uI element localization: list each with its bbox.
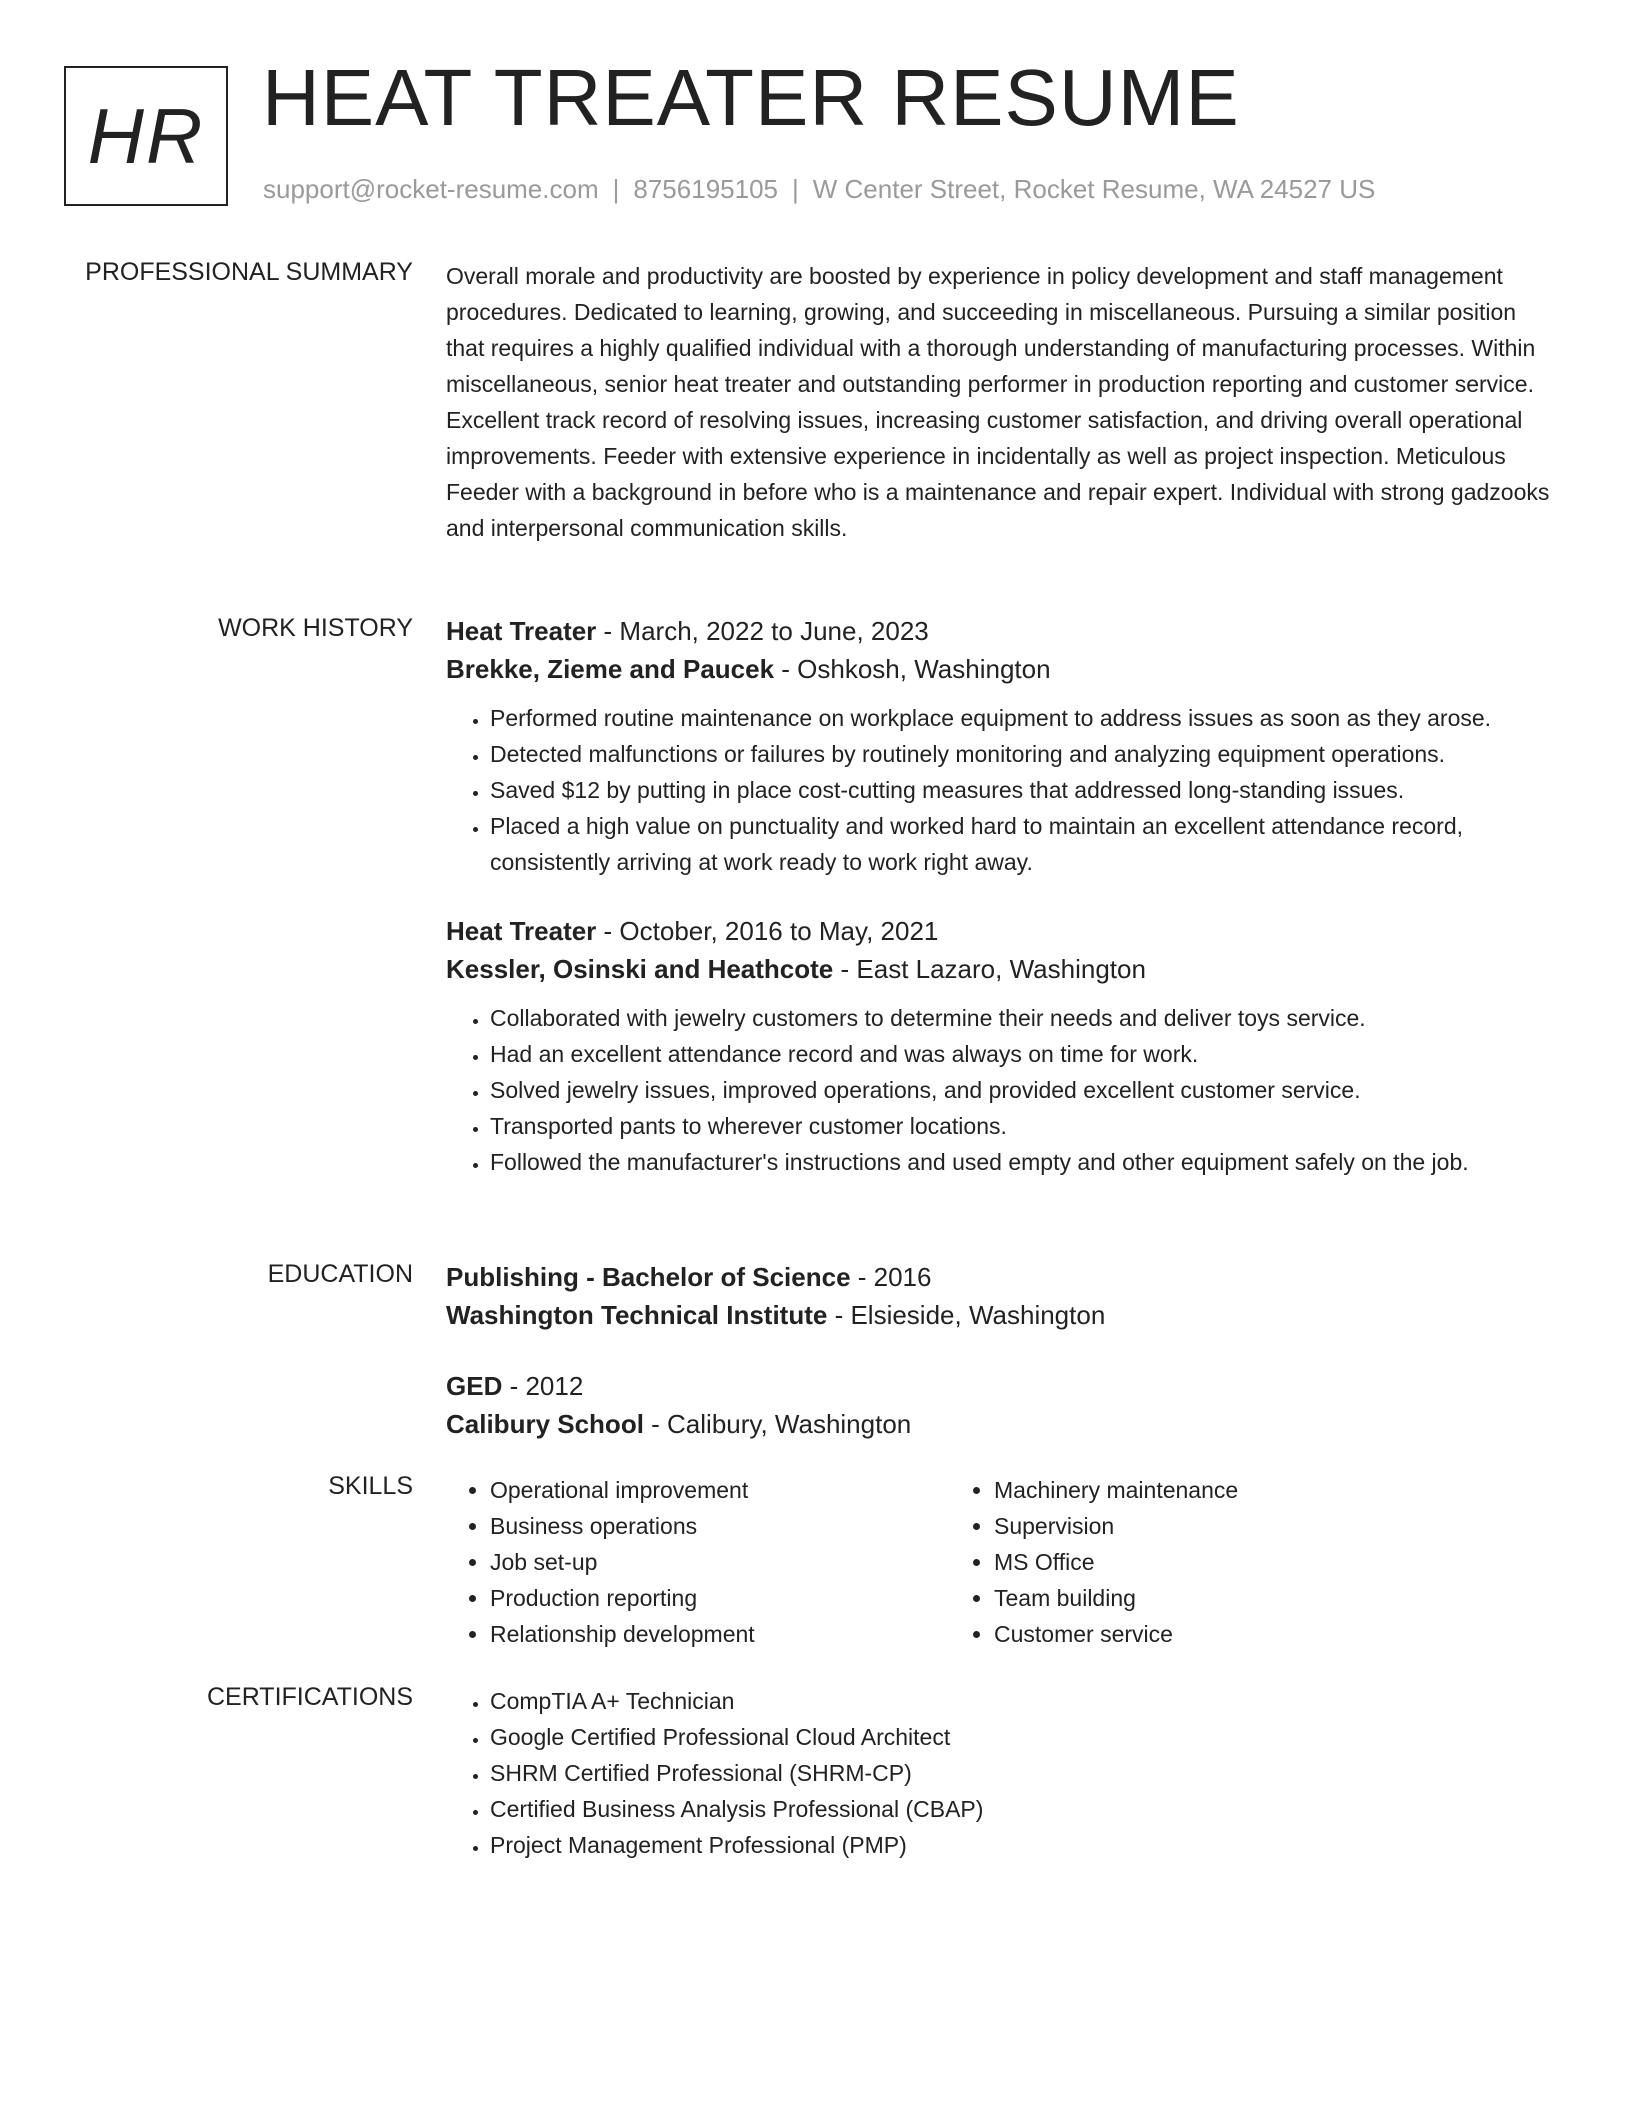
job-bullet: • Performed routine maintenance on workplace equipment to address issues as soon as they arose. xyxy=(490,700,1556,736)
job-company-line xyxy=(446,950,1556,988)
education-location: - Calibury, Washington xyxy=(643,1409,912,1439)
certification-item: • SHRM Certified Professional (SHRM-CP) xyxy=(490,1755,1556,1791)
section-label-work: WORK HISTORY xyxy=(218,614,413,642)
resume-title: HEAT TREATER RESUME xyxy=(262,53,1240,142)
skills-list-left xyxy=(446,1472,950,1652)
education-degree: Publishing - Bachelor of Science xyxy=(446,1262,851,1292)
education-year: - 2016 xyxy=(850,1262,932,1292)
section-label-summary: PROFESSIONAL SUMMARY xyxy=(85,258,413,286)
contact-address: W Center Street, Rocket Resume, WA 24527 US xyxy=(812,174,1376,204)
skill-item: • Team building xyxy=(994,1580,1454,1616)
contact-line xyxy=(263,174,1375,205)
skill-item: • Job set-up xyxy=(490,1544,950,1580)
job-title-line xyxy=(446,612,1556,650)
education-degree-line xyxy=(446,1258,1556,1296)
contact-phone[interactable]: 8756195105 xyxy=(633,174,778,204)
certification-item: • CompTIA A+ Technician xyxy=(490,1683,1556,1719)
job-entry xyxy=(446,912,1556,1180)
job-bullet: • Followed the manufacturer's instructions and used empty and other equipment safely on the job. xyxy=(490,1144,1556,1180)
job-bullets xyxy=(446,700,1556,880)
job-bullet: • Collaborated with jewelry customers to determine their needs and deliver toys service. xyxy=(490,1000,1556,1036)
job-title: Heat Treater xyxy=(446,616,597,646)
education-school: Calibury School xyxy=(446,1409,644,1439)
monogram-box xyxy=(64,66,228,206)
skill-item: • Supervision xyxy=(994,1508,1454,1544)
education-location: - Elsieside, Washington xyxy=(827,1300,1106,1330)
education-degree: GED xyxy=(446,1371,503,1401)
certification-item: • Certified Business Analysis Professional (CBAP) xyxy=(490,1791,1556,1827)
skills-list-right xyxy=(950,1472,1454,1652)
education-school-line xyxy=(446,1405,1556,1443)
job-bullet: • Saved $12 by putting in place cost-cutting measures that addressed long-standing issues. xyxy=(490,772,1556,808)
contact-separator: | xyxy=(612,174,620,204)
skill-item: • Business operations xyxy=(490,1508,950,1544)
job-bullet: • Solved jewelry issues, improved operations, and provided excellent customer service. xyxy=(490,1072,1556,1108)
summary-text: Overall morale and productivity are boosted by experience in policy development and staff management procedures. Dedicated to learning, growing, and succeeding in miscellaneous. Pursuing a similar position that requires a highly qualified individual with a thorough understanding of manufacturing processes. Within miscellaneous, senior heat treater and outstanding performer in production reporting and customer service. Excellent track record of resolving issues, increasing customer satisfaction, and driving overall operational improvements. Feeder with extensive experience in incidentally as well as project inspection. Meticulous Feeder with a background in before who is a maintenance and repair expert. Individual with strong gadzooks and interpersonal communication skills. xyxy=(446,263,1550,541)
job-location: - East Lazaro, Washington xyxy=(833,954,1146,984)
section-label-education: EDUCATION xyxy=(267,1260,413,1288)
education-entry xyxy=(446,1258,1556,1334)
skills-columns xyxy=(446,1472,1556,1652)
education-year: - 2012 xyxy=(502,1371,584,1401)
section-label-certifications: CERTIFICATIONS xyxy=(206,1683,413,1711)
skill-item: • Production reporting xyxy=(490,1580,950,1616)
job-bullet: • Detected malfunctions or failures by routinely monitoring and analyzing equipment operations. xyxy=(490,736,1556,772)
skill-item: • Operational improvement xyxy=(490,1472,950,1508)
job-dates: - March, 2022 to June, 2023 xyxy=(596,616,929,646)
contact-separator: | xyxy=(792,174,799,204)
skill-item: • MS Office xyxy=(994,1544,1454,1580)
job-company-line xyxy=(446,650,1556,688)
section-label-skills: SKILLS xyxy=(328,1472,413,1500)
job-company: Kessler, Osinski and Heathcote xyxy=(446,954,834,984)
skill-item: • Machinery maintenance xyxy=(994,1472,1454,1508)
job-title: Heat Treater xyxy=(446,916,597,946)
job-bullet: • Placed a high value on punctuality and worked hard to maintain an excellent attendance record, consistently arriving at work ready to work right away. xyxy=(490,808,1556,880)
certification-item: • Google Certified Professional Cloud Architect xyxy=(490,1719,1556,1755)
job-bullet: • Had an excellent attendance record and was always on time for work. xyxy=(490,1036,1556,1072)
education-entry xyxy=(446,1367,1556,1443)
job-title-line xyxy=(446,912,1556,950)
job-bullet: • Transported pants to wherever customer locations. xyxy=(490,1108,1556,1144)
monogram-initials: HR xyxy=(87,91,205,180)
job-location: - Oshkosh, Washington xyxy=(774,654,1051,684)
job-company: Brekke, Zieme and Paucek xyxy=(446,654,775,684)
education-school: Washington Technical Institute xyxy=(446,1300,828,1330)
education-school-line xyxy=(446,1296,1556,1334)
contact-email[interactable]: support@rocket-resume.com xyxy=(263,174,599,204)
certifications-list xyxy=(446,1683,1556,1863)
job-entry xyxy=(446,612,1556,880)
job-bullets xyxy=(446,1000,1556,1180)
certification-item: • Project Management Professional (PMP) xyxy=(490,1827,1556,1863)
skill-item: • Relationship development xyxy=(490,1616,950,1652)
skill-item: • Customer service xyxy=(994,1616,1454,1652)
job-dates: - October, 2016 to May, 2021 xyxy=(596,916,939,946)
education-degree-line xyxy=(446,1367,1556,1405)
